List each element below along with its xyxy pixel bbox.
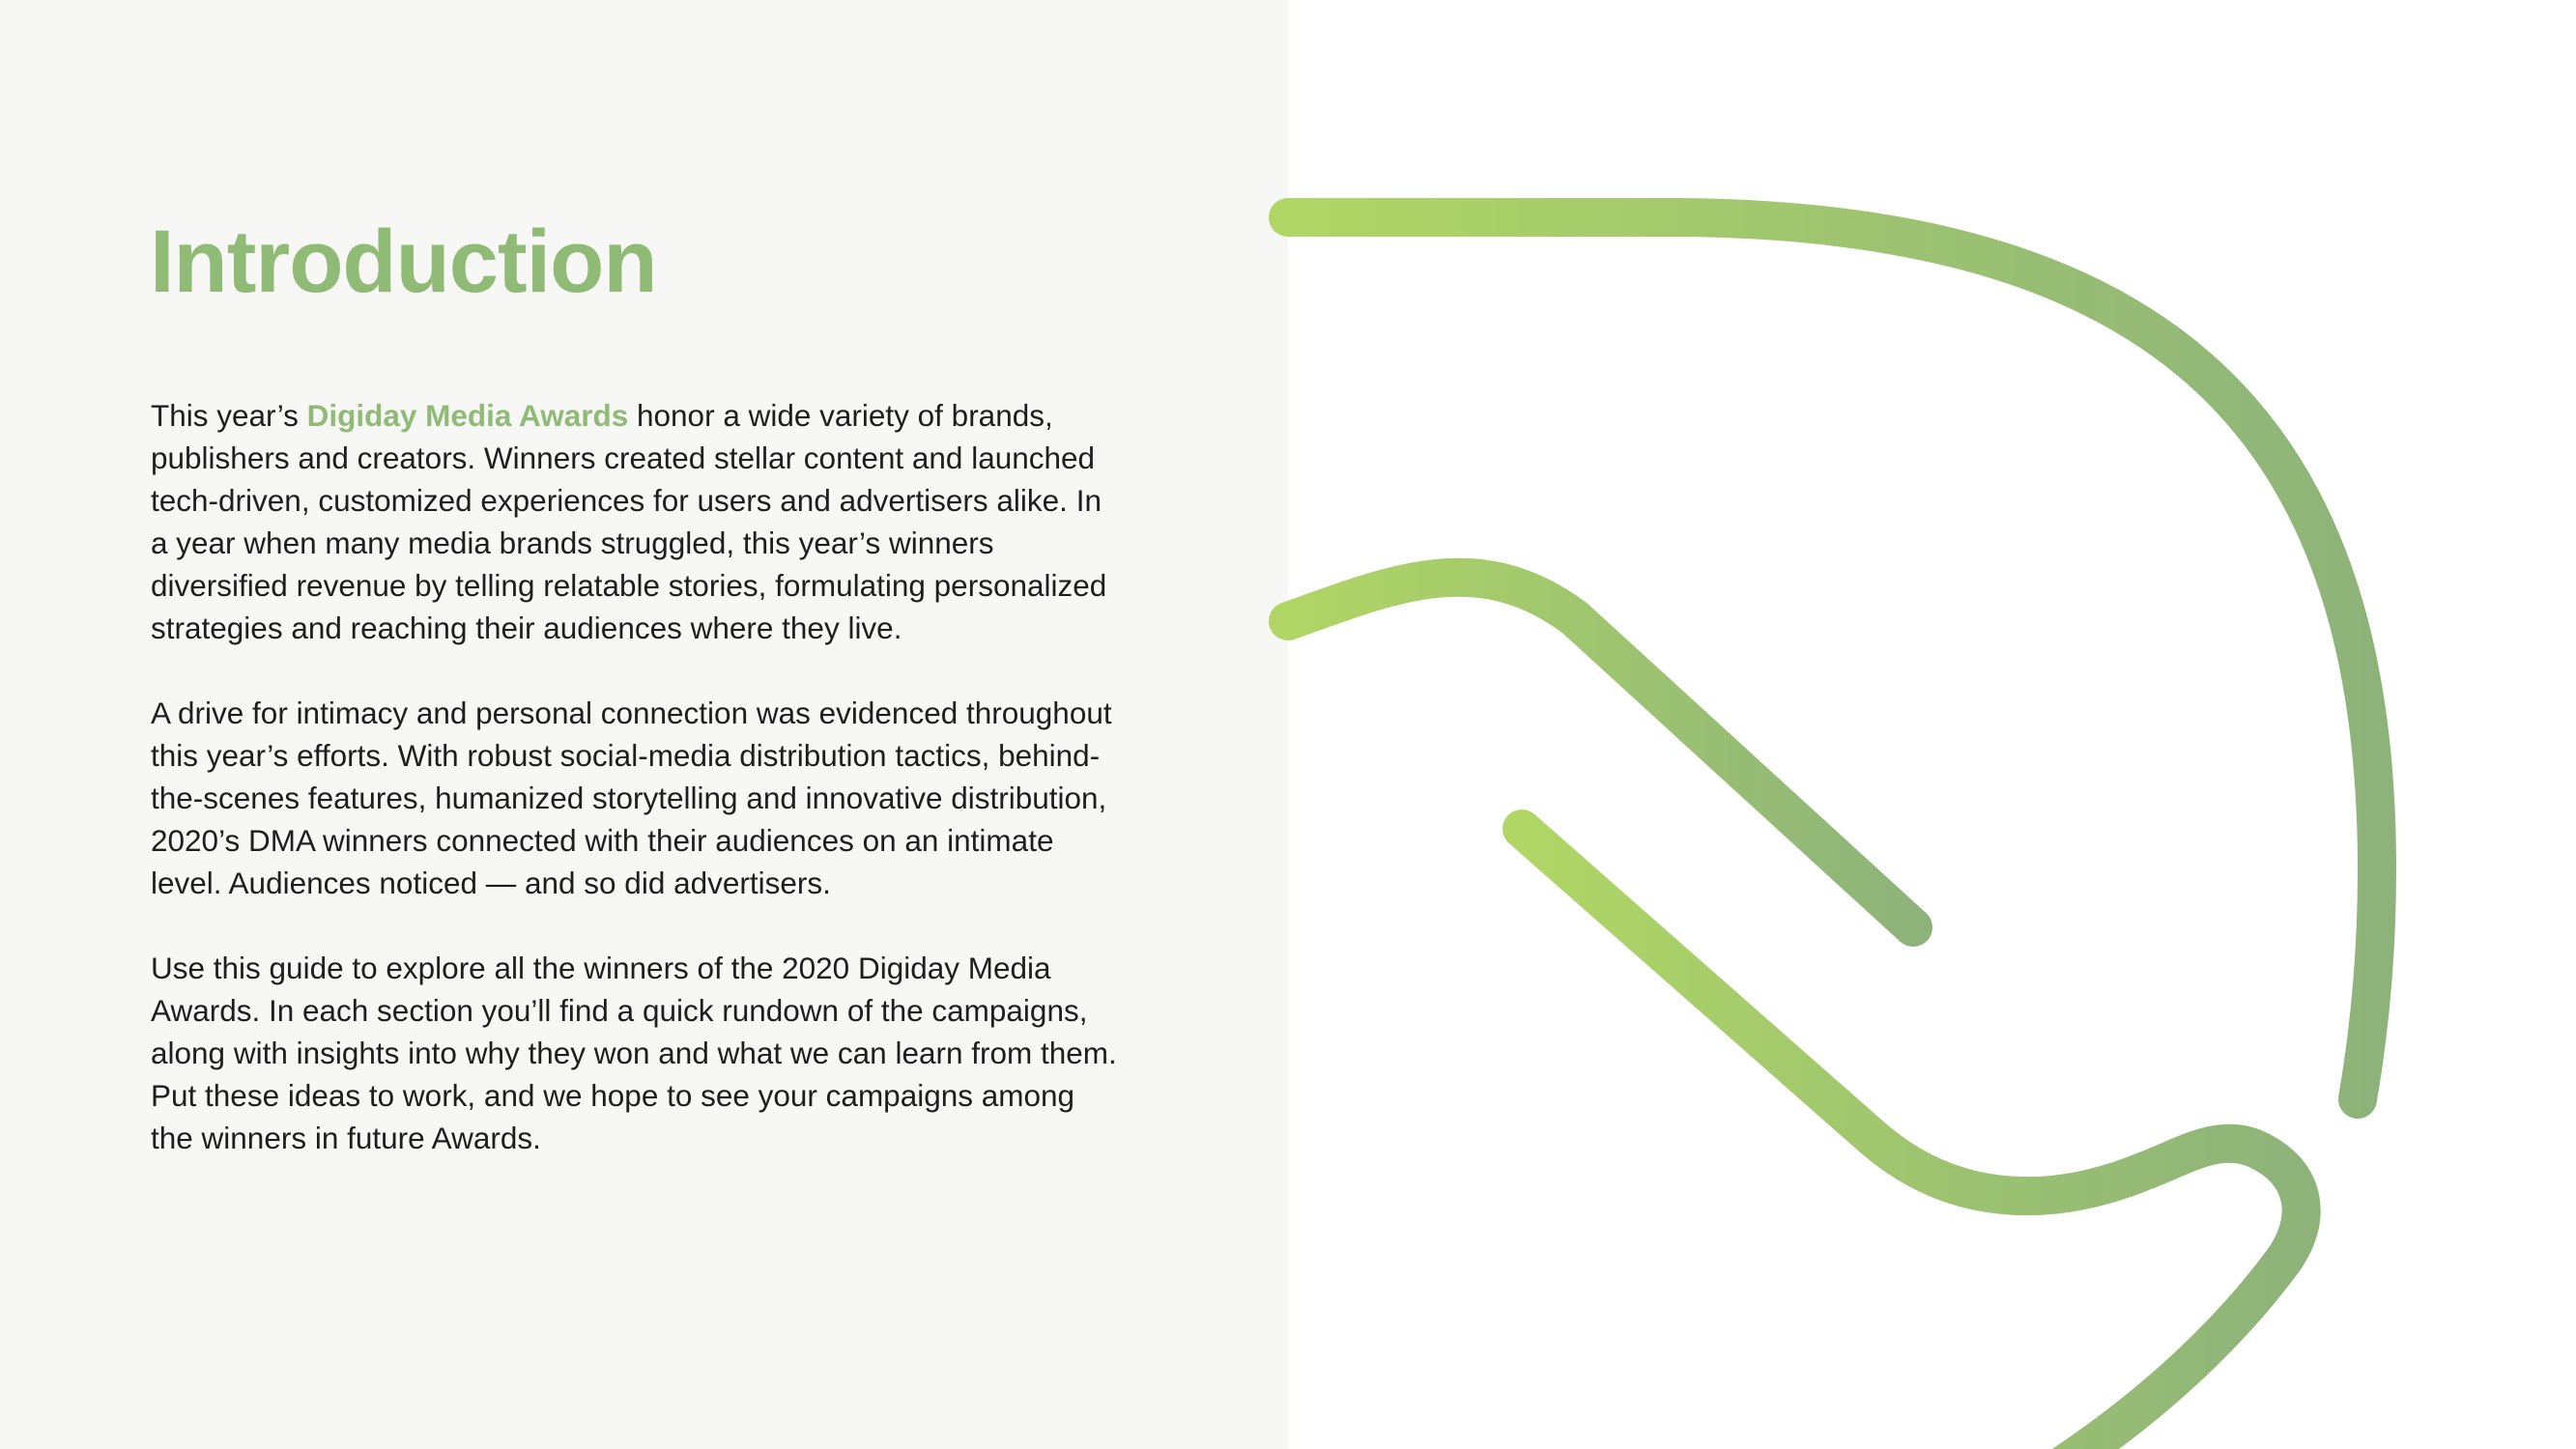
outer-arc-line (1288, 217, 2377, 1099)
paragraph-3: Use this guide to explore all the winners of the 2020 Digiday Media Awards. In each section you’ll find a quick rundown of the campaigns, along with insights into why they won and what we can learn from them. Put these ideas to work, and we hope to see your campaigns among the winners in future Awards. (151, 951, 1117, 1155)
paragraph-2: A drive for intimacy and personal connection was evidenced throughout this year’s efforts. With robust social-media distribution tactics, behind-the-scenes features, humanized storytelling and innovative distribution, 2020’s DMA winners connected with their audiences on an intimate level. Audiences noticed — and so did advertisers. (151, 696, 1112, 900)
page-title: Introduction (150, 213, 657, 311)
paragraph-1-prefix: This year’s (151, 398, 307, 433)
digiday-media-awards-highlight: Digiday Media Awards (306, 398, 629, 433)
paragraph-1-suffix: honor a wide variety of brands, publishers and creators. Winners created stellar content and launched tech-driven, customized experiences for users and advertisers alike. In a year when many media brands struggled, this year’s winners diversified revenue by telling relatable stories, formulating personalized strategies and reaching their audiences where they live. (151, 398, 1107, 645)
